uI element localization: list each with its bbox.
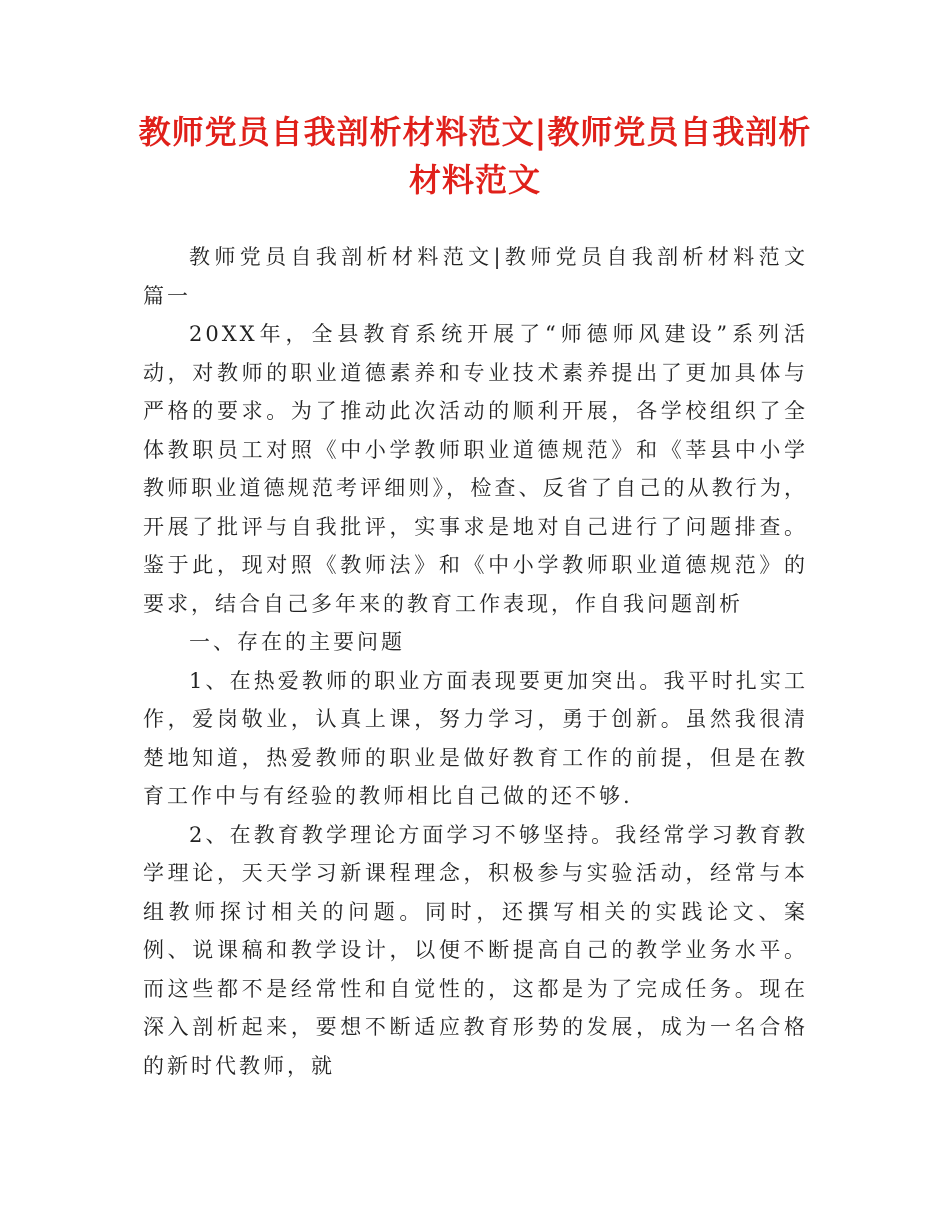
- paragraph-heading: 教师党员自我剖析材料范文|教师党员自我剖析材料范文 篇一: [143, 245, 808, 308]
- document-body: [143, 238, 808, 1085]
- paragraph-problem-1: 1、在热爱教师的职业方面表现要更加突出。我平时扎实工作，爱岗敬业，认真上课，努力学习，勇于创新。虽然我很清楚地知道，热爱教师的职业是做好教育工作的前提，但是在教育工作中与有经验的教师相比自己做的还不够.: [143, 668, 808, 808]
- paragraph-problem-2: 2、在教育教学理论方面学习不够坚持。我经常学习教育教学理论，天天学习新课程理念，积极参与实验活动，经常与本组教师探讨相关的问题。同时，还撰写相关的实践论文、案例、说课稿和教学设计，以便不断提高自己的教学业务水平。而这些都不是经常性和自觉性的，这都是为了完成任务。现在深入剖析起来，要想不断适应教育形势的发展，成为一名合格的新时代教师，就: [143, 822, 808, 1078]
- section-heading-main-problems: 一、存在的主要问题: [189, 630, 405, 654]
- paragraph-intro: 20XX年，全县教育系统开展了“师德师风建设”系列活动，对教师的职业道德素养和专业技术素养提出了更加具体与严格的要求。为了推动此次活动的顺利开展，各学校组织了全体教职员工对照《中小学教师职业道德规范》和《莘县中小学教师职业道德规范考评细则》，检查、反省了自己的从教行为，开展了批评与自我批评，实事求是地对自己进行了问题排查。鉴于此，现对照《教师法》和《中小学教师职业道德规范》的要求，结合自己多年来的教育工作表现，作自我问题剖析: [143, 322, 808, 616]
- document-title: 教师党员自我剖析材料范文|教师党员自我剖析材料范文: [138, 113, 812, 199]
